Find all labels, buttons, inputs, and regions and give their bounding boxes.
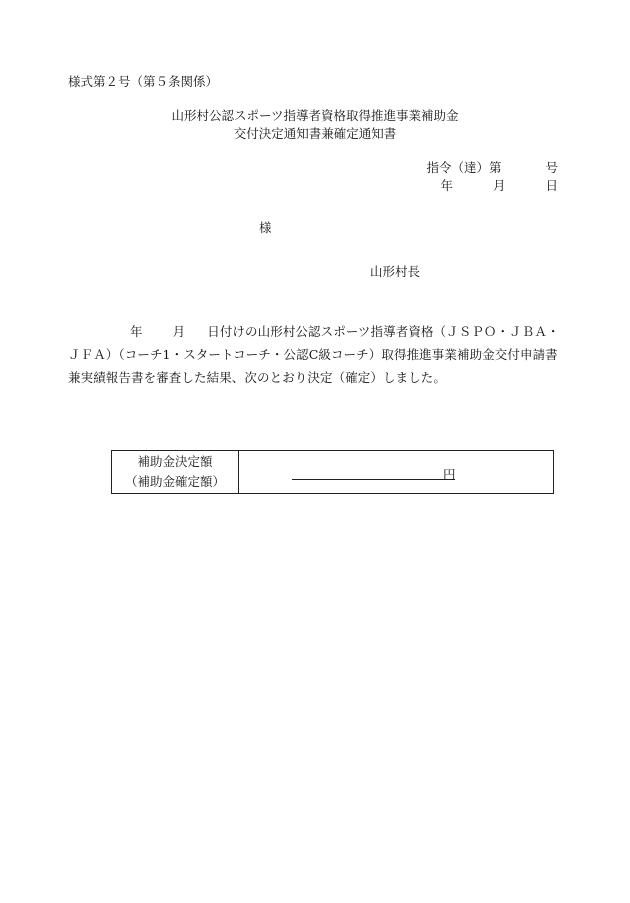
amount-label-confirmed: （補助金確定額）: [124, 474, 225, 489]
amount-blank-line: [292, 479, 455, 480]
recipient-suffix: 様: [259, 220, 272, 235]
amount-label-cell: [112, 451, 239, 493]
reference-number: [426, 158, 558, 176]
issue-date: [440, 176, 558, 194]
form-number: 様式第２号（第５条関係）: [68, 74, 219, 89]
body-month: 月: [172, 324, 186, 339]
document-title-line1: 山形村公認スポーツ指導者資格取得推進事業補助金: [171, 108, 459, 123]
body-line-1: [68, 320, 558, 343]
date-month: 月: [492, 178, 506, 193]
reference-prefix: 指令（達）第: [426, 160, 502, 175]
amount-label-decided: 補助金決定額: [137, 454, 213, 469]
issuer-name: 山形村長: [370, 264, 421, 279]
body-line1-text: 日付けの山形村公認スポーツ指導者資格（ＪＳＰＯ・ＪＢＡ・: [207, 324, 560, 339]
document-title-line2: 交付決定通知書兼確定通知書: [233, 126, 397, 141]
body-line-3: 兼実績報告書を審査した結果、次のとおり決定（確定）しました。: [68, 370, 447, 385]
amount-unit: 円: [443, 467, 456, 482]
subsidy-amount-table: [111, 450, 554, 494]
date-day: 日: [545, 178, 558, 193]
reference-suffix: 号: [545, 160, 558, 175]
amount-value-cell: [239, 451, 553, 493]
body-year: 年: [130, 324, 143, 339]
body-line-2: ＪＦＡ）（コーチ1・スタートコーチ・公認C級コーチ）取得推進事業補助金交付申請書: [68, 347, 558, 362]
body-paragraph: [68, 320, 558, 389]
date-year: 年: [440, 178, 453, 193]
